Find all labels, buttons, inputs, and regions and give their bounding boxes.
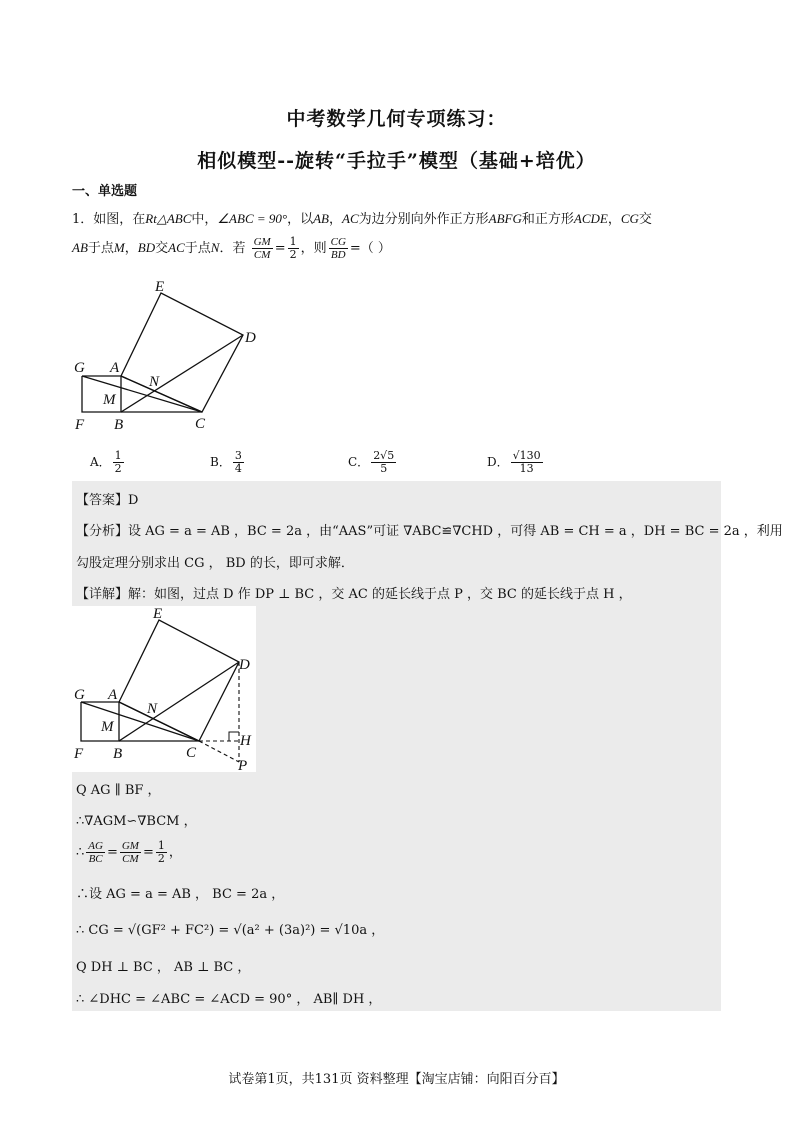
- step-1: Q AG ∥ BF ，: [76, 783, 161, 798]
- square-acde: [121, 293, 243, 412]
- step-7: ∴ ∠DHC = ∠ABC = ∠ACD = 90° ， AB∥ DH ，: [76, 992, 382, 1007]
- analysis-line-2: 勾股定理分别求出 CG ， BD 的长，即可求解．: [76, 556, 354, 571]
- option-b[interactable]: B． $\frac{3}{4}$: [210, 449, 242, 475]
- label-g: G: [74, 360, 85, 376]
- square-acde-2: [119, 620, 239, 741]
- label-p-2: P: [238, 758, 248, 772]
- option-d[interactable]: D． $\frac{√130}{13}$: [487, 449, 541, 475]
- fraction-cg-bd: $\frac{CG}{BD}$: [330, 236, 346, 261]
- figure-2: [72, 606, 256, 772]
- figure-1: [66, 272, 266, 438]
- right-angle-mark: [229, 732, 239, 741]
- step-3: ∴ $\frac{AG}{BC}$ = $\frac{GM}{CM}$ = $\frac{1}{2}$ ，: [76, 839, 182, 865]
- label-h-2: H: [240, 733, 251, 749]
- title-line-2: 相似模型--旋转“手拉手”模型（基础+培优）: [197, 150, 596, 172]
- fraction-one-half: $\frac{1}{2}$: [289, 235, 297, 261]
- label-e: E: [155, 279, 165, 295]
- label-c: C: [195, 416, 206, 432]
- fraction-gm-cm: $\frac{GM}{CM}$: [253, 236, 271, 261]
- segment-ac: [121, 376, 202, 412]
- question-1-line-1: 1．如图，在Rt△ABC中，∠ABC = 90°，以AB，AC为边分别向外作正方形ABFG和正方形ACDE，CG交: [72, 211, 652, 227]
- label-m-2: M: [101, 719, 114, 735]
- step-4: ∴设 AG = a = AB ， BC = 2a ，: [76, 887, 285, 902]
- segment-bd-2: [119, 662, 239, 741]
- title-line-1: 中考数学几何专项练习：: [286, 108, 507, 130]
- question-1-line-2: AB于点M，BD交AC于点N．若 $\frac{GM}{CM}$ = $\frac{1}{2}$ ，则 $\frac{CG}{BD}$ =（ ）: [72, 235, 391, 261]
- label-a: A: [110, 360, 120, 376]
- label-e-2: E: [153, 606, 163, 622]
- label-f-2: F: [74, 746, 84, 762]
- segment-bd: [121, 335, 243, 412]
- segment-gc: [82, 376, 202, 412]
- label-a-2: A: [108, 687, 118, 703]
- segment-gc-2: [81, 702, 199, 741]
- label-m: M: [103, 392, 116, 408]
- analysis-line-1: 【分析】设 AG = a = AB ，BC = 2a ，由“AAS”可证 ∇ABC≌∇CHD ，可得 AB = CH = a ，DH = BC = 2a ，利用: [76, 524, 783, 539]
- label-n-2: N: [147, 701, 158, 717]
- label-n: N: [149, 374, 160, 390]
- option-a[interactable]: A． $\frac{1}{2}$: [90, 449, 122, 475]
- label-d-2: D: [239, 657, 250, 673]
- label-b-2: B: [113, 746, 123, 762]
- answer-line: 【答案】D: [76, 493, 139, 508]
- segment-ac-2: [119, 702, 199, 741]
- step-2: ∴∇AGM∽∇BCM ，: [76, 814, 197, 829]
- page-footer: 试卷第1页，共131页 资料整理【淘宝店铺：向阳百分百】: [228, 1072, 565, 1087]
- segment-cp-dashed: [199, 741, 239, 762]
- label-f: F: [75, 417, 85, 433]
- label-b: B: [114, 417, 124, 433]
- option-c[interactable]: C． $\frac{2√5}{5}$: [348, 449, 395, 475]
- step-6: Q DH ⊥ BC ， AB ⊥ BC ，: [76, 960, 251, 975]
- section-heading: 一、单选题: [72, 184, 138, 199]
- label-c-2: C: [186, 745, 197, 761]
- label-d: D: [245, 330, 256, 346]
- detail-line-1: 【详解】解：如图，过点 D 作 DP ⊥ BC ，交 AC 的延长线于点 P ，交 BC 的延长线于点 H ，: [76, 587, 632, 602]
- step-5: ∴ CG = √(GF² + FC²) = √(a² + (3a)²) = √10a ，: [76, 923, 385, 938]
- label-g-2: G: [74, 687, 85, 703]
